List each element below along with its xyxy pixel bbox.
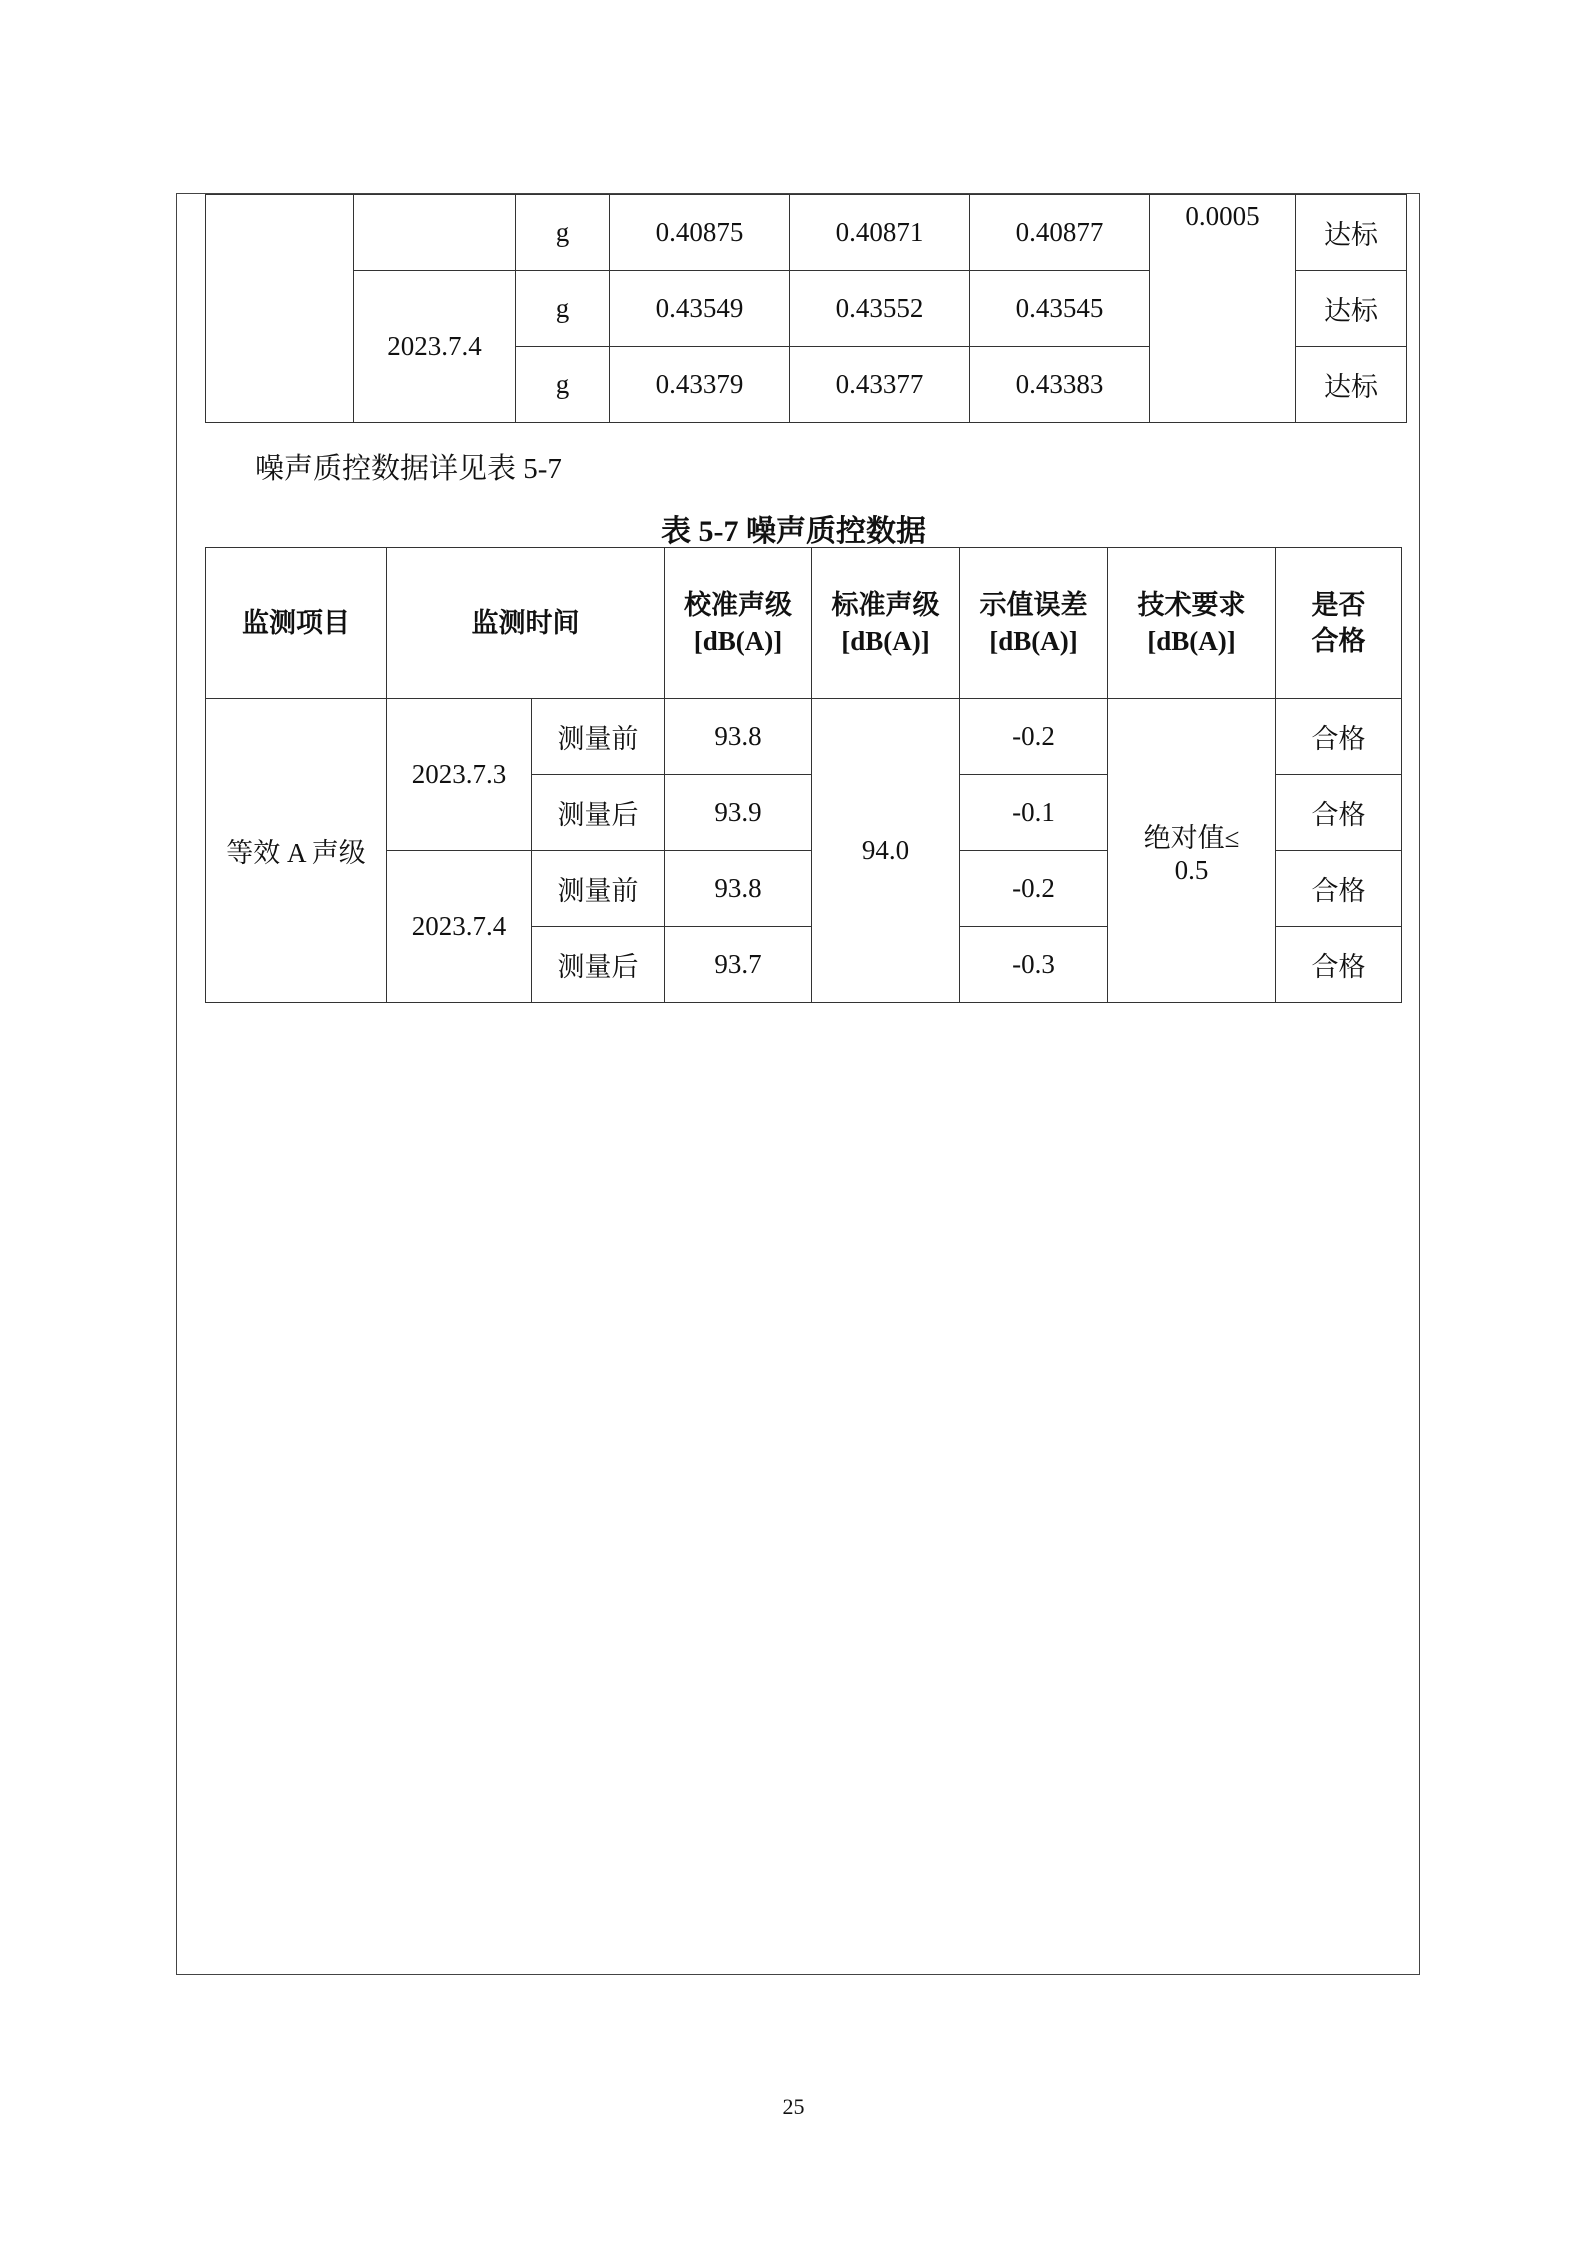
header-error: 示值误差 [dB(A)] <box>960 548 1108 699</box>
phase-cell: 测量后 <box>532 927 665 1003</box>
value-cell: 0.40871 <box>790 195 970 271</box>
date-cell: 2023.7.4 <box>387 851 532 1003</box>
header-calib: 校准声级 [dB(A)] <box>665 548 812 699</box>
calib-cell: 93.9 <box>665 775 812 851</box>
pass-cell: 合格 <box>1276 775 1402 851</box>
value-cell: 0.40875 <box>610 195 790 271</box>
limit-cell: 0.0005 <box>1150 195 1296 423</box>
calib-cell: 93.8 <box>665 851 812 927</box>
unit-cell: g <box>516 347 610 423</box>
table-caption: 表 5-7 噪声质控数据 <box>661 515 926 548</box>
phase-cell: 测量前 <box>532 699 665 775</box>
empty-cell <box>354 195 516 271</box>
date-cell: 2023.7.4 <box>354 271 516 423</box>
requirement-cell: 绝对值≤ 0.5 <box>1108 699 1276 1003</box>
date-cell: 2023.7.3 <box>387 699 532 851</box>
calib-cell: 93.7 <box>665 927 812 1003</box>
header-pass: 是否 合格 <box>1276 548 1402 699</box>
phase-cell: 测量前 <box>532 851 665 927</box>
noise-qc-table <box>205 547 1402 1003</box>
empty-cell <box>206 195 354 423</box>
page-number: 25 <box>782 2094 805 2119</box>
standard-cell: 94.0 <box>812 699 960 1003</box>
value-cell: 0.43379 <box>610 347 790 423</box>
pass-cell: 合格 <box>1276 927 1402 1003</box>
value-cell: 0.43383 <box>970 347 1150 423</box>
noise-note: 噪声质控数据详见表 5-7 <box>255 453 562 485</box>
value-cell: 0.43549 <box>610 271 790 347</box>
table-row <box>206 195 1407 271</box>
header-requirement: 技术要求 [dB(A)] <box>1108 548 1276 699</box>
pass-cell: 合格 <box>1276 851 1402 927</box>
result-cell: 达标 <box>1296 347 1407 423</box>
result-cell: 达标 <box>1296 271 1407 347</box>
pass-cell: 合格 <box>1276 699 1402 775</box>
table-row <box>206 699 1402 775</box>
value-cell: 0.43545 <box>970 271 1150 347</box>
header-standard: 标准声级 [dB(A)] <box>812 548 960 699</box>
header-item: 监测项目 <box>206 548 387 699</box>
header-row <box>206 548 1402 699</box>
error-cell: -0.3 <box>960 927 1108 1003</box>
unit-cell: g <box>516 271 610 347</box>
value-cell: 0.43377 <box>790 347 970 423</box>
phase-cell: 测量后 <box>532 775 665 851</box>
value-cell: 0.43552 <box>790 271 970 347</box>
calib-cell: 93.8 <box>665 699 812 775</box>
header-time: 监测时间 <box>387 548 665 699</box>
unit-cell: g <box>516 195 610 271</box>
result-cell: 达标 <box>1296 195 1407 271</box>
error-cell: -0.2 <box>960 699 1108 775</box>
error-cell: -0.1 <box>960 775 1108 851</box>
quality-control-table-continued <box>205 194 1407 423</box>
error-cell: -0.2 <box>960 851 1108 927</box>
value-cell: 0.40877 <box>970 195 1150 271</box>
item-cell: 等效 A 声级 <box>206 699 387 1003</box>
